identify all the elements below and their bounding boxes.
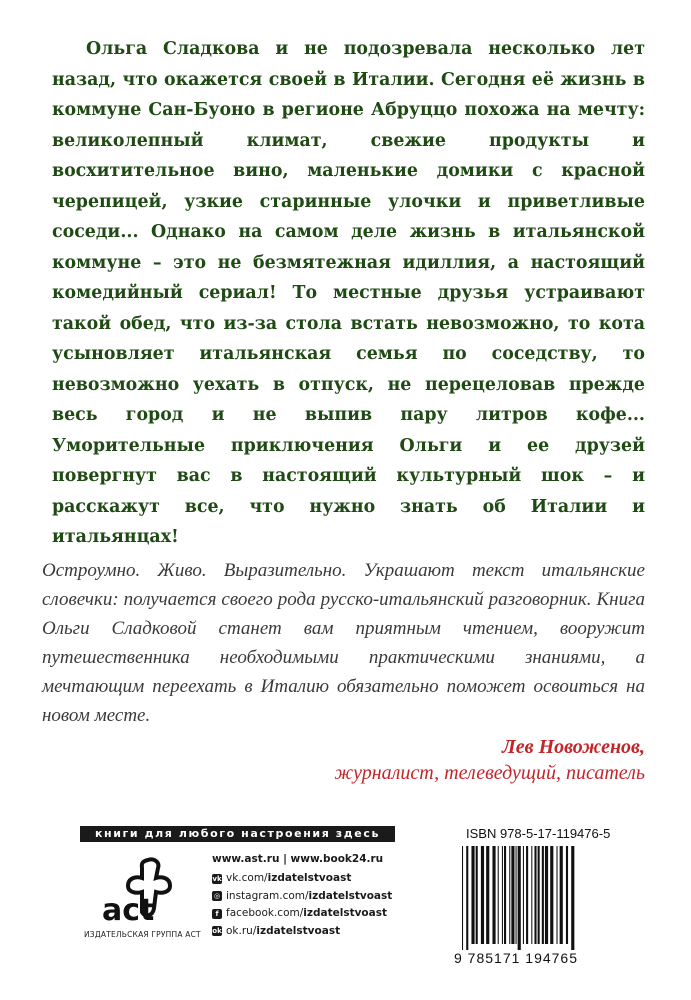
barcode-bar: [542, 846, 544, 944]
ok-icon: ok: [212, 927, 222, 936]
social-link-ok[interactable]: [212, 923, 412, 941]
publisher-logo-text: act: [102, 893, 155, 926]
isbn-label: ISBN 978-5-17-119476-5: [466, 826, 611, 841]
barcode-bar: [560, 846, 563, 944]
barcode-bar: [511, 846, 514, 944]
barcode-bar: [518, 846, 521, 950]
barcode-bar: [492, 846, 495, 944]
review-author-name: Лев Новоженов,: [502, 736, 645, 758]
barcode-bar: [476, 846, 478, 944]
barcode-bar: [516, 846, 517, 944]
barcode-bar: [523, 846, 524, 944]
social-prefix: vk.com/: [226, 872, 268, 884]
barcode-bar: [481, 846, 484, 944]
barcode-bar: [526, 846, 528, 944]
barcode-bar: [531, 846, 532, 944]
barcode-bar: [534, 846, 536, 944]
review-author-role: журналист, телеведущий, писатель: [334, 762, 645, 784]
isbn-barcode: [458, 846, 648, 950]
social-link-instagram[interactable]: [212, 888, 412, 906]
social-link-vk[interactable]: [212, 870, 412, 888]
barcode-bar: [502, 846, 503, 944]
barcode-bar: [557, 846, 558, 944]
barcode-bar: [566, 846, 568, 944]
barcode-bar: [538, 846, 540, 944]
review-author: [335, 734, 646, 786]
review-quote: Остроумно. Живо. Выразительно. Украшают текст итальянские словечки: получается своего рода русско-итальянский разговорник. Книга Ольги Сладковой станет вам приятным чтением, вооружит путешественника необходимыми практическими знаниями, а мечтающим переехать в Италию обязательно поможет освоиться на новом месте.: [42, 560, 645, 726]
blurb-text: Ольга Сладкова и не подозревала несколько лет назад, что окажется своей в Италии. Сегодня её жизнь в коммуне Сан-Буоно в регионе Абруццо похожа на мечту: великолепный климат, свежие продукты и восхитительное вино, маленькие домики с красной черепицей, узкие старинные улочки и приветливые соседи... Однако на самом деле жизнь в итальянской коммуне – это не безмятежная идиллия, а настоящий комедийный сериал! То местные друзья устраивают такой обед, что из-за стола встать невозможно, то кота усыновляет итальянская семья по соседству, то невозможно уехать в отпуск, не перецеловав прежде весь город и не выпив пару литров кофе... Уморительные приключения Ольги и ее друзей повергнут вас в настоящий культурный шок – и расскажут все, что нужно знать об Италии и итальянцах!: [52, 39, 645, 547]
social-prefix: instagram.com/: [226, 889, 309, 902]
vk-icon: vk: [212, 874, 222, 883]
social-handle: izdatelstvoast: [303, 907, 387, 919]
publisher-logo: [96, 856, 186, 926]
social-prefix: ok.ru/: [226, 924, 257, 937]
social-handle: izdatelstvoast: [267, 872, 352, 884]
barcode-bar: [471, 846, 474, 944]
publisher-group-name: ИЗДАТЕЛЬСКАЯ ГРУППА АСТ: [84, 930, 201, 939]
barcode-bar: [545, 846, 548, 944]
barcode-bar: [486, 846, 489, 944]
publisher-tagline: книги для любого настроения здесь: [80, 826, 395, 842]
barcode-digits: 9 785171 194765: [454, 950, 578, 966]
social-handle: izdatelstvoast: [308, 889, 393, 902]
social-handle: izdatelstvoast: [256, 924, 341, 937]
social-link-facebook[interactable]: [212, 905, 412, 923]
barcode-bar: [504, 846, 506, 944]
publisher-contacts: [212, 850, 412, 940]
publisher-sites[interactable]: www.ast.ru | www.book24.ru: [212, 853, 384, 865]
social-prefix: facebook.com/: [226, 907, 304, 919]
barcode-bar: [462, 846, 463, 950]
facebook-icon: f: [212, 909, 222, 919]
barcode-bar: [509, 846, 510, 944]
barcode-bar: [571, 846, 574, 950]
barcode-bar: [466, 846, 468, 950]
barcode-bar: [498, 846, 499, 944]
barcode-bar: [550, 846, 553, 944]
instagram-icon: ◎: [213, 892, 221, 901]
